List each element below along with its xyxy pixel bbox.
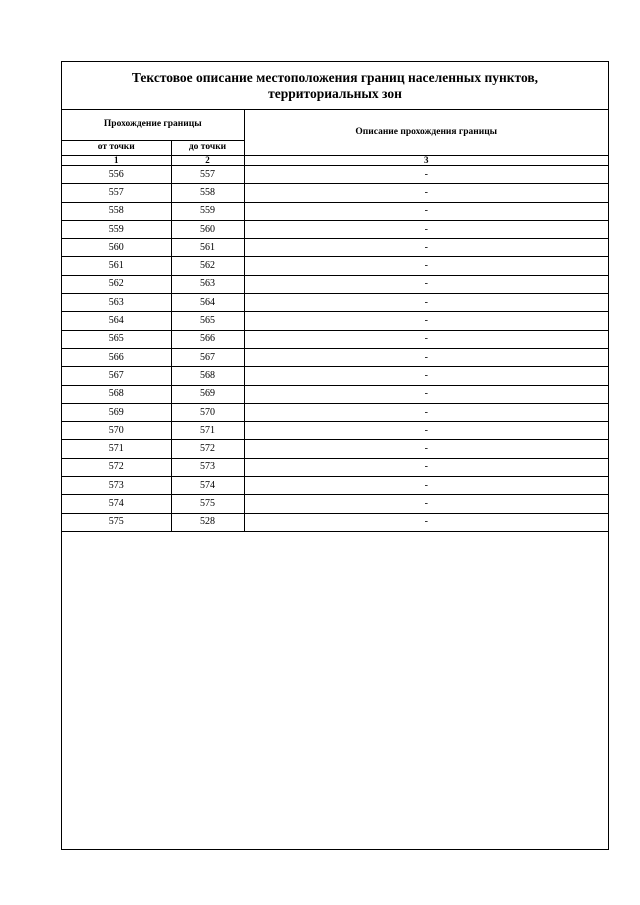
header-col-number-1: 1 bbox=[62, 156, 171, 166]
document-title: Текстовое описание местоположения границ населенных пунктов, территориальных зон bbox=[62, 62, 608, 110]
table-row bbox=[62, 330, 608, 348]
cell-description: - bbox=[244, 220, 608, 238]
table-row bbox=[62, 422, 608, 440]
cell-to: 560 bbox=[171, 220, 244, 238]
cell-to: 528 bbox=[171, 513, 244, 531]
cell-to: 567 bbox=[171, 348, 244, 366]
cell-description: - bbox=[244, 202, 608, 220]
cell-description: - bbox=[244, 422, 608, 440]
cell-from: 557 bbox=[62, 184, 171, 202]
cell-to: 571 bbox=[171, 422, 244, 440]
cell-description: - bbox=[244, 184, 608, 202]
cell-from: 558 bbox=[62, 202, 171, 220]
cell-from: 567 bbox=[62, 367, 171, 385]
cell-description: - bbox=[244, 513, 608, 531]
table-row bbox=[62, 239, 608, 257]
cell-description: - bbox=[244, 312, 608, 330]
table-row bbox=[62, 440, 608, 458]
cell-description: - bbox=[244, 294, 608, 312]
table-row bbox=[62, 294, 608, 312]
table-row bbox=[62, 367, 608, 385]
cell-description: - bbox=[244, 477, 608, 495]
cell-description: - bbox=[244, 348, 608, 366]
table-row bbox=[62, 275, 608, 293]
cell-to: 561 bbox=[171, 239, 244, 257]
cell-description: - bbox=[244, 385, 608, 403]
cell-from: 566 bbox=[62, 348, 171, 366]
cell-to: 575 bbox=[171, 495, 244, 513]
cell-from: 560 bbox=[62, 239, 171, 257]
cell-from: 573 bbox=[62, 477, 171, 495]
cell-from: 570 bbox=[62, 422, 171, 440]
cell-to: 563 bbox=[171, 275, 244, 293]
cell-to: 566 bbox=[171, 330, 244, 348]
cell-description: - bbox=[244, 440, 608, 458]
header-description: Описание прохождения границы bbox=[244, 110, 608, 156]
table-row bbox=[62, 166, 608, 184]
cell-from: 572 bbox=[62, 458, 171, 476]
cell-to: 558 bbox=[171, 184, 244, 202]
cell-from: 575 bbox=[62, 513, 171, 531]
cell-to: 557 bbox=[171, 166, 244, 184]
cell-from: 568 bbox=[62, 385, 171, 403]
cell-from: 559 bbox=[62, 220, 171, 238]
cell-to: 574 bbox=[171, 477, 244, 495]
table-row bbox=[62, 458, 608, 476]
cell-description: - bbox=[244, 239, 608, 257]
cell-to: 564 bbox=[171, 294, 244, 312]
table-row bbox=[62, 403, 608, 421]
cell-description: - bbox=[244, 403, 608, 421]
cell-from: 571 bbox=[62, 440, 171, 458]
table-row bbox=[62, 312, 608, 330]
cell-from: 563 bbox=[62, 294, 171, 312]
cell-to: 568 bbox=[171, 367, 244, 385]
table-row bbox=[62, 385, 608, 403]
cell-from: 565 bbox=[62, 330, 171, 348]
cell-description: - bbox=[244, 367, 608, 385]
cell-from: 562 bbox=[62, 275, 171, 293]
cell-to: 559 bbox=[171, 202, 244, 220]
cell-description: - bbox=[244, 458, 608, 476]
cell-from: 556 bbox=[62, 166, 171, 184]
table-row bbox=[62, 477, 608, 495]
table-row bbox=[62, 220, 608, 238]
header-col-number-2: 2 bbox=[171, 156, 244, 166]
table-row bbox=[62, 257, 608, 275]
table-row bbox=[62, 184, 608, 202]
cell-description: - bbox=[244, 495, 608, 513]
header-to-point: до точки bbox=[171, 141, 244, 156]
header-passage: Прохождение границы bbox=[62, 110, 244, 141]
cell-from: 564 bbox=[62, 312, 171, 330]
boundary-table bbox=[62, 110, 608, 532]
cell-from: 574 bbox=[62, 495, 171, 513]
document-sheet bbox=[61, 61, 609, 850]
cell-to: 570 bbox=[171, 403, 244, 421]
header-col-number-3: 3 bbox=[244, 156, 608, 166]
cell-from: 561 bbox=[62, 257, 171, 275]
cell-to: 562 bbox=[171, 257, 244, 275]
table-row bbox=[62, 202, 608, 220]
table-row bbox=[62, 495, 608, 513]
cell-to: 573 bbox=[171, 458, 244, 476]
cell-to: 565 bbox=[171, 312, 244, 330]
cell-to: 569 bbox=[171, 385, 244, 403]
cell-description: - bbox=[244, 257, 608, 275]
table-row bbox=[62, 348, 608, 366]
table-row bbox=[62, 513, 608, 531]
cell-to: 572 bbox=[171, 440, 244, 458]
cell-description: - bbox=[244, 330, 608, 348]
cell-description: - bbox=[244, 275, 608, 293]
header-from-point: от точки bbox=[62, 141, 171, 156]
cell-description: - bbox=[244, 166, 608, 184]
cell-from: 569 bbox=[62, 403, 171, 421]
